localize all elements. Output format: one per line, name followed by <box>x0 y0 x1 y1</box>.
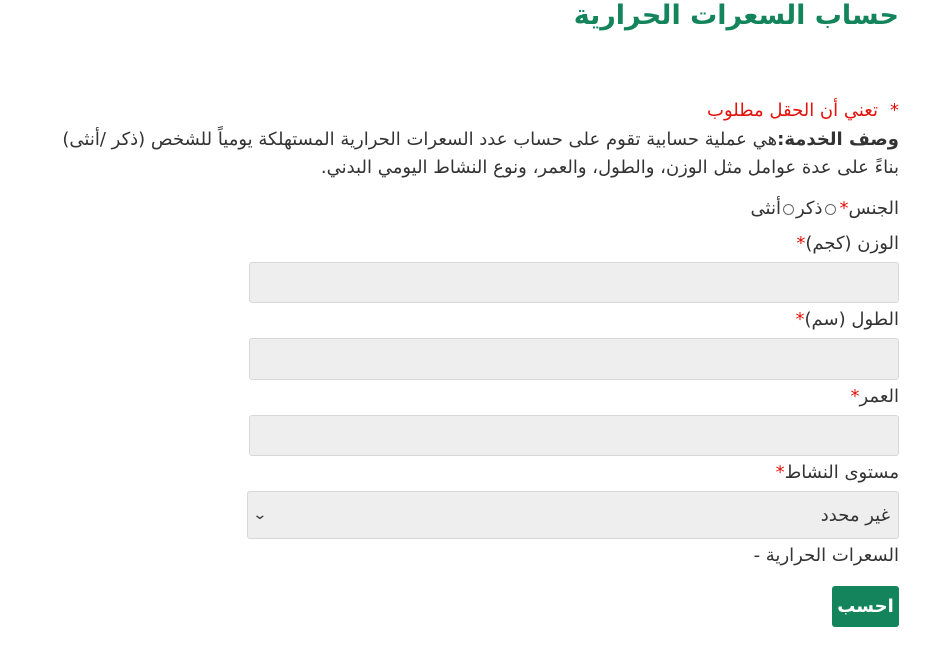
required-note-text: تعني أن الحقل مطلوب <box>707 100 878 121</box>
gender-label: الجنس <box>848 198 899 219</box>
weight-required-asterisk: * <box>796 233 806 254</box>
age-label-text: العمر <box>859 386 899 407</box>
age-required-asterisk: * <box>850 386 860 407</box>
gender-male-radio[interactable] <box>825 204 836 215</box>
required-field-note <box>707 96 899 126</box>
height-required-asterisk: * <box>795 309 805 330</box>
service-description <box>39 126 899 182</box>
chevron-down-icon: ⌄ <box>252 507 268 523</box>
height-field-label <box>796 305 899 335</box>
weight-input[interactable] <box>249 262 899 303</box>
age-input[interactable] <box>249 415 899 456</box>
gender-male-label[interactable]: ذكر <box>795 198 823 219</box>
calculate-button[interactable]: احسب <box>832 586 899 627</box>
activity-required-asterisk: * <box>775 462 785 483</box>
age-field-label <box>850 382 899 412</box>
weight-field-label <box>796 229 899 259</box>
activity-label-text: مستوى النشاط <box>784 462 899 483</box>
weight-label-text: الوزن (كجم) <box>805 233 899 254</box>
height-input[interactable] <box>249 338 899 380</box>
page-title: حساب السعرات الحرارية <box>573 0 899 31</box>
activity-field-label <box>776 458 899 488</box>
gender-field <box>751 194 899 224</box>
gender-female-label[interactable]: أنثى <box>750 198 781 219</box>
height-label-text: الطول (سم) <box>804 309 899 330</box>
required-asterisk: * <box>890 100 899 121</box>
activity-level-select[interactable] <box>247 491 899 539</box>
gender-female-radio[interactable] <box>783 204 794 215</box>
gender-required-asterisk: * <box>839 198 849 219</box>
calorie-result: السعرات الحرارية - <box>753 545 899 566</box>
service-description-text: هي عملية حسابية تقوم على حساب عدد السعرات الحرارية المستهلكة يومياً للشخص (ذكر /أنثى) بناءً على عدة عوامل مثل الوزن، والطول، والعمر، ونوع النشاط اليومي البدني. <box>62 129 899 178</box>
service-description-label: وصف الخدمة: <box>777 129 899 150</box>
activity-selected-value: غير محدد <box>820 504 890 526</box>
